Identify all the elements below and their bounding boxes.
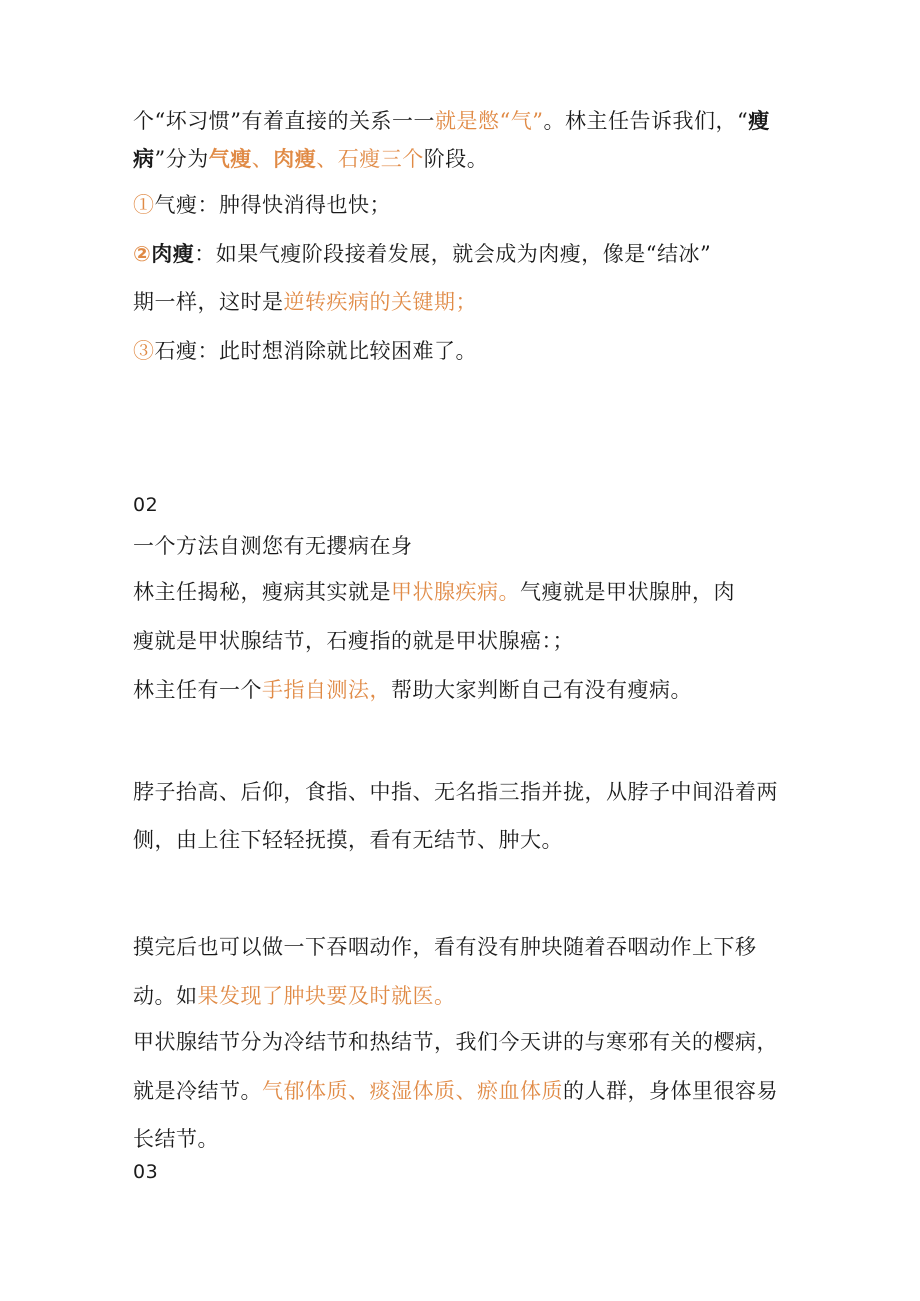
text-segment: 阶段。 <box>423 147 489 171</box>
text-segment: 气瘦：肿得快消得也快； <box>154 193 391 217</box>
text-segment: ”分为 <box>154 147 209 171</box>
text-segment: 一个方法自测您有无攖病在身 <box>133 534 413 558</box>
section-number <box>133 490 158 519</box>
text-segment: 、石瘦三个 <box>316 147 424 171</box>
section-title <box>133 532 413 560</box>
text-segment: 气郁体质、痰湿体质、瘀血体质 <box>262 1079 563 1103</box>
paragraph-line <box>133 1028 778 1056</box>
text-segment: 的人群，身体里很容易 <box>563 1079 778 1103</box>
text-segment: 逆转疾病的关键期； <box>283 290 477 314</box>
text-segment: 帮助大家判断自己有没有瘦病。 <box>391 678 692 702</box>
text-segment: 气瘦 <box>208 147 252 171</box>
text-segment: 长结节。 <box>133 1127 219 1151</box>
text-segment: 病 <box>133 147 155 171</box>
list-item-rou-shou <box>133 240 711 268</box>
text-segment: 肉瘦 <box>151 242 195 266</box>
paragraph-line <box>133 676 692 704</box>
text-segment: ：如果气瘦阶段接着发展，就会成为肉瘦，像是“结冰” <box>194 242 712 266</box>
list-item-qi-shou <box>133 191 391 219</box>
paragraph-line <box>133 107 770 135</box>
paragraph-line <box>133 826 563 854</box>
section-number <box>133 1157 158 1186</box>
text-segment: 03 <box>133 1161 159 1183</box>
text-segment: 手指自测法， <box>262 678 391 702</box>
text-segment: 甲状腺疾病。 <box>391 580 520 604</box>
paragraph-line <box>133 933 757 961</box>
text-segment: 摸完后也可以做一下吞咽动作，看有没有肿块随着吞咽动作上下移 <box>133 935 757 959</box>
paragraph-line <box>133 778 778 806</box>
text-segment: 林主任有一个 <box>133 678 262 702</box>
text-segment: 甲状腺结节分为冷结节和热结节，我们今天讲的与寒邪有关的樱病， <box>133 1030 778 1054</box>
text-segment: 瘦 <box>748 109 770 133</box>
paragraph-line <box>133 627 574 655</box>
text-segment: 肉瘦 <box>273 147 317 171</box>
paragraph-line <box>133 1077 778 1105</box>
text-segment: 脖子抬高、后仰，食指、中指、无名指三指并拢，从脖子中间沿着两 <box>133 780 778 804</box>
text-segment: 侧，由上往下轻轻抚摸，看有无结节、肿大。 <box>133 828 563 852</box>
text-segment: 个“坏习惯”有着直接的关系一一 <box>133 109 435 133</box>
paragraph-line <box>133 288 477 316</box>
text-segment: 就是憋“气” <box>434 109 544 133</box>
text-segment: 02 <box>133 494 159 516</box>
text-segment: ② <box>133 242 152 266</box>
text-segment: 就是冷结节。 <box>133 1079 262 1103</box>
paragraph-line <box>133 578 735 606</box>
text-segment: 果发现了肿块要及时就医。 <box>197 984 456 1008</box>
text-segment: 瘦就是甲状腺结节，石瘦指的就是甲状腺癌：； <box>133 629 574 653</box>
text-segment: 气瘦就是甲状腺肿，肉 <box>520 580 735 604</box>
text-segment: 林主任揭秘，瘦病其实就是 <box>133 580 391 604</box>
paragraph-line <box>133 1125 219 1153</box>
text-segment: ③ <box>133 339 155 363</box>
text-segment: 动。如 <box>133 984 198 1008</box>
text-segment: 。林主任告诉我们，“ <box>543 109 749 133</box>
list-item-shi-shou <box>133 337 477 365</box>
text-segment: ① <box>133 193 155 217</box>
text-segment: 期一样，这时是 <box>133 290 284 314</box>
text-segment: 石瘦：此时想消除就比较困难了。 <box>154 339 477 363</box>
paragraph-line <box>133 145 488 173</box>
paragraph-line <box>133 982 456 1010</box>
text-segment: 、 <box>251 147 274 171</box>
